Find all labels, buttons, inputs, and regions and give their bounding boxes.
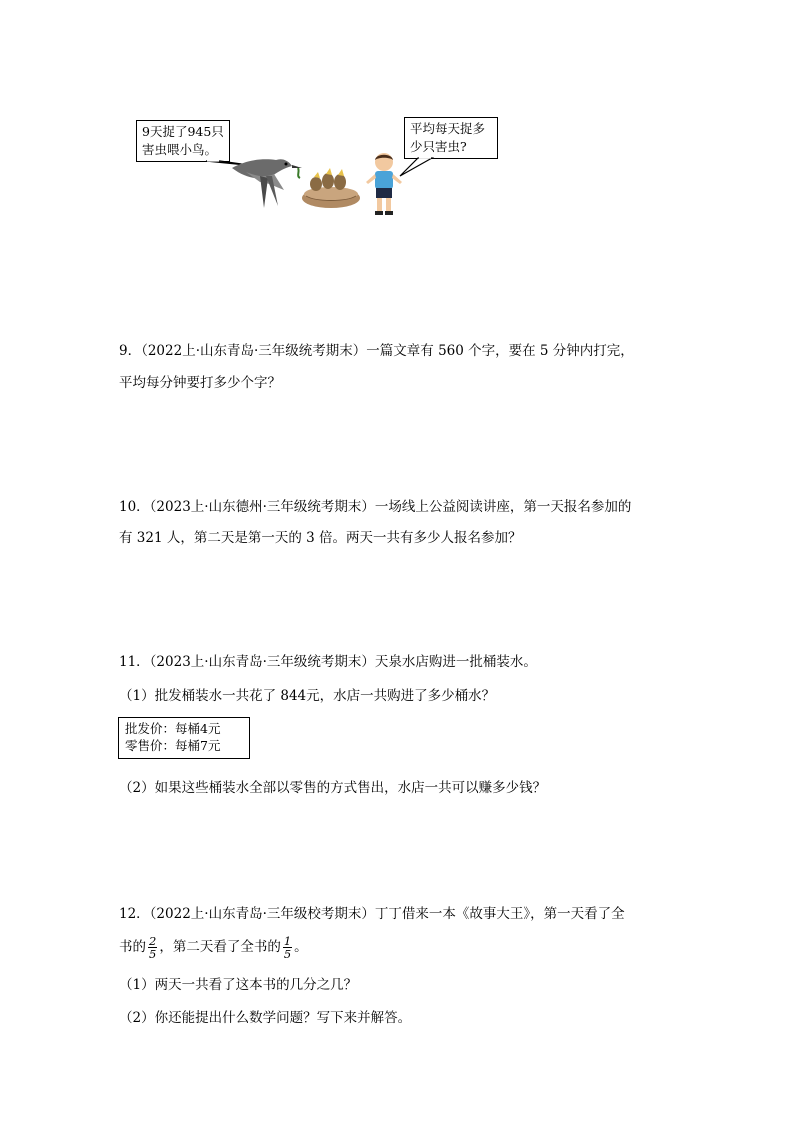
frac1-denominator: 5 bbox=[149, 947, 157, 961]
bird-nest-image bbox=[300, 168, 362, 210]
q10-line-2: 有 321 人，第二天是第一天的 3 倍。两天一共有多少人报名参加？ bbox=[119, 530, 522, 546]
q12-text-c: 。 bbox=[294, 939, 308, 955]
boy-bubble-line-2: 少只害虫? bbox=[410, 139, 467, 154]
q9-line-2: 平均每分钟要打多少个字？ bbox=[119, 375, 281, 391]
q11-part-1: （1）批发桶装水一共花了 844元，水店一共购进了多少桶水？ bbox=[119, 688, 496, 704]
bird-bubble-line-2: 害虫喂小鸟。 bbox=[142, 142, 218, 157]
fraction-two-fifths bbox=[148, 935, 157, 960]
swallow-bird-image bbox=[226, 146, 306, 212]
boy-bubble-tail bbox=[400, 158, 432, 176]
q12-part-1: （1）两天一共看了这本书的几分之几？ bbox=[119, 977, 358, 993]
retail-price: 零售价：每桶7元 bbox=[125, 738, 221, 753]
q12-text-a: 书的 bbox=[119, 939, 146, 955]
price-box bbox=[118, 717, 250, 759]
q11-part-2: （2）如果这些桶装水全部以零售的方式售出，水店一共可以赚多少钱？ bbox=[119, 780, 547, 796]
q11-line-1: 11．（2023上·山东青岛·三年级统考期末）天泉水店购进一批桶装水。 bbox=[119, 654, 537, 670]
q9-line-1: 9．（2022上·山东青岛·三年级统考期末）一篇文章有 560 个字，要在 5 分钟内打完， bbox=[119, 343, 634, 359]
bubble-tails bbox=[0, 0, 794, 260]
boy-image bbox=[364, 152, 404, 218]
frac1-numerator: 2 bbox=[149, 934, 157, 948]
wholesale-price: 批发价：每桶4元 bbox=[125, 721, 221, 736]
boy-bubble-line-1: 平均每天捉多 bbox=[410, 121, 486, 136]
frac2-denominator: 5 bbox=[283, 947, 292, 961]
q12-text-b: ，第二天看了全书的 bbox=[159, 939, 281, 955]
frac2-numerator: 1 bbox=[283, 934, 292, 948]
q12-part-2: （2）你还能提出什么数学问题？写下来并解答。 bbox=[119, 1010, 412, 1026]
fraction-one-fifth bbox=[283, 935, 292, 960]
q12-line-2 bbox=[119, 934, 308, 960]
bird-bubble-line-1: 9天捉了945只 bbox=[142, 124, 224, 139]
q12-line-1: 12．（2022上·山东青岛·三年级校考期末）丁丁借来一本《故事大王》，第一天看了全 bbox=[119, 906, 625, 922]
q10-line-1: 10．（2023上·山东德州·三年级统考期末）一场线上公益阅读讲座，第一天报名参加的 bbox=[119, 499, 632, 515]
